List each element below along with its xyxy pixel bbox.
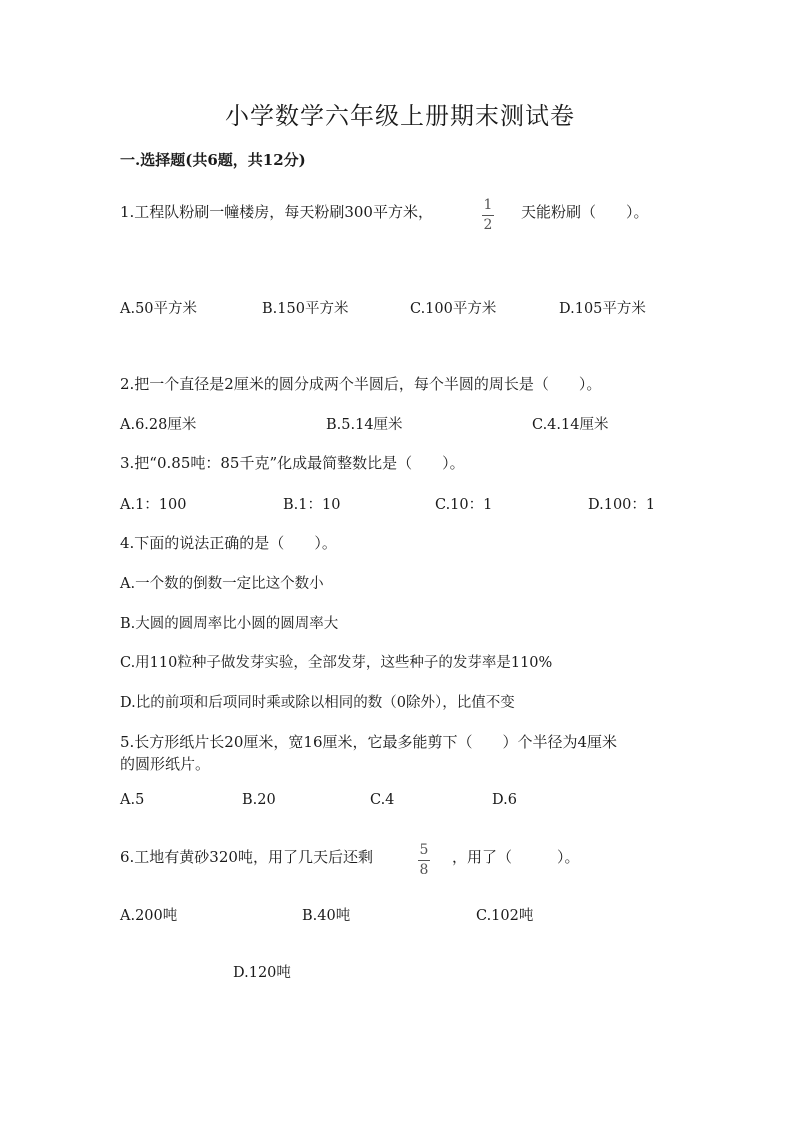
q6-option-a[interactable]: A.200吨: [120, 908, 178, 924]
q5-option-d[interactable]: D.6: [492, 792, 517, 808]
q4-option-d[interactable]: D.比的前项和后项同时乘或除以相同的数（0除外），比值不变: [120, 695, 515, 711]
page-title: 小学数学六年级上册期末测试卷: [225, 102, 575, 130]
question-6-stem-part1: 6.工地有黄砂320吨，用了几天后还剩: [120, 848, 373, 866]
q1-option-d[interactable]: D.105平方米: [559, 301, 646, 317]
q5-option-c[interactable]: C.4: [370, 792, 395, 808]
q2-option-c[interactable]: C.4.14厘米: [532, 417, 609, 433]
question-1-stem-part1: 1.工程队粉刷一幢楼房，每天粉刷300平方米，: [120, 203, 433, 221]
question-2-stem: 2.把一个直径是2厘米的圆分成两个半圆后，每个半圆的周长是（ ）。: [120, 375, 602, 393]
fraction-bar: [482, 215, 494, 216]
q6-option-b[interactable]: B.40吨: [302, 908, 351, 924]
q3-option-b[interactable]: B.1：10: [283, 497, 341, 513]
q1-option-b[interactable]: B.150平方米: [262, 301, 349, 317]
q2-option-b[interactable]: B.5.14厘米: [326, 417, 403, 433]
question-6-fraction: [418, 843, 430, 877]
q3-option-d[interactable]: D.100：1: [588, 497, 656, 513]
q3-option-a[interactable]: A.1：100: [120, 497, 187, 513]
fraction-numerator: 5: [419, 842, 429, 858]
fraction-denominator: 2: [483, 217, 493, 233]
q1-option-a[interactable]: A.50平方米: [120, 301, 198, 317]
fraction-numerator: 1: [483, 197, 493, 213]
question-4-stem: 4.下面的说法正确的是（ ）。: [120, 534, 337, 552]
question-5-stem-line2: 的圆形纸片。: [120, 755, 211, 773]
q4-option-b[interactable]: B.大圆的圆周率比小圆的圆周率大: [120, 616, 339, 632]
q6-option-d[interactable]: D.120吨: [233, 965, 291, 981]
fraction-bar: [418, 860, 430, 861]
q4-option-a[interactable]: A.一个数的倒数一定比这个数小: [120, 576, 324, 592]
q4-option-c[interactable]: C.用110粒种子做发芽实验，全部发芽，这些种子的发芽率是110%: [120, 655, 553, 671]
q3-option-c[interactable]: C.10：1: [435, 497, 493, 513]
q2-option-a[interactable]: A.6.28厘米: [120, 417, 197, 433]
question-5-stem-line1: 5.长方形纸片长20厘米，宽16厘米，它最多能剪下（ ）个半径为4厘米: [120, 733, 618, 751]
question-6-stem-part2: ，用了（ ）。: [452, 848, 580, 866]
question-1-stem-part2: 天能粉刷（ ）。: [521, 203, 649, 221]
q1-option-c[interactable]: C.100平方米: [410, 301, 497, 317]
question-3-stem: 3.把“0.85吨：85千克”化成最简整数比是（ ）。: [120, 454, 465, 472]
q5-option-b[interactable]: B.20: [242, 792, 276, 808]
fraction-denominator: 8: [419, 862, 429, 878]
q6-option-c[interactable]: C.102吨: [476, 908, 534, 924]
section-heading: 一.选择题(共6题，共12分): [120, 151, 306, 169]
question-1-fraction: [482, 198, 494, 232]
q5-option-a[interactable]: A.5: [120, 792, 145, 808]
